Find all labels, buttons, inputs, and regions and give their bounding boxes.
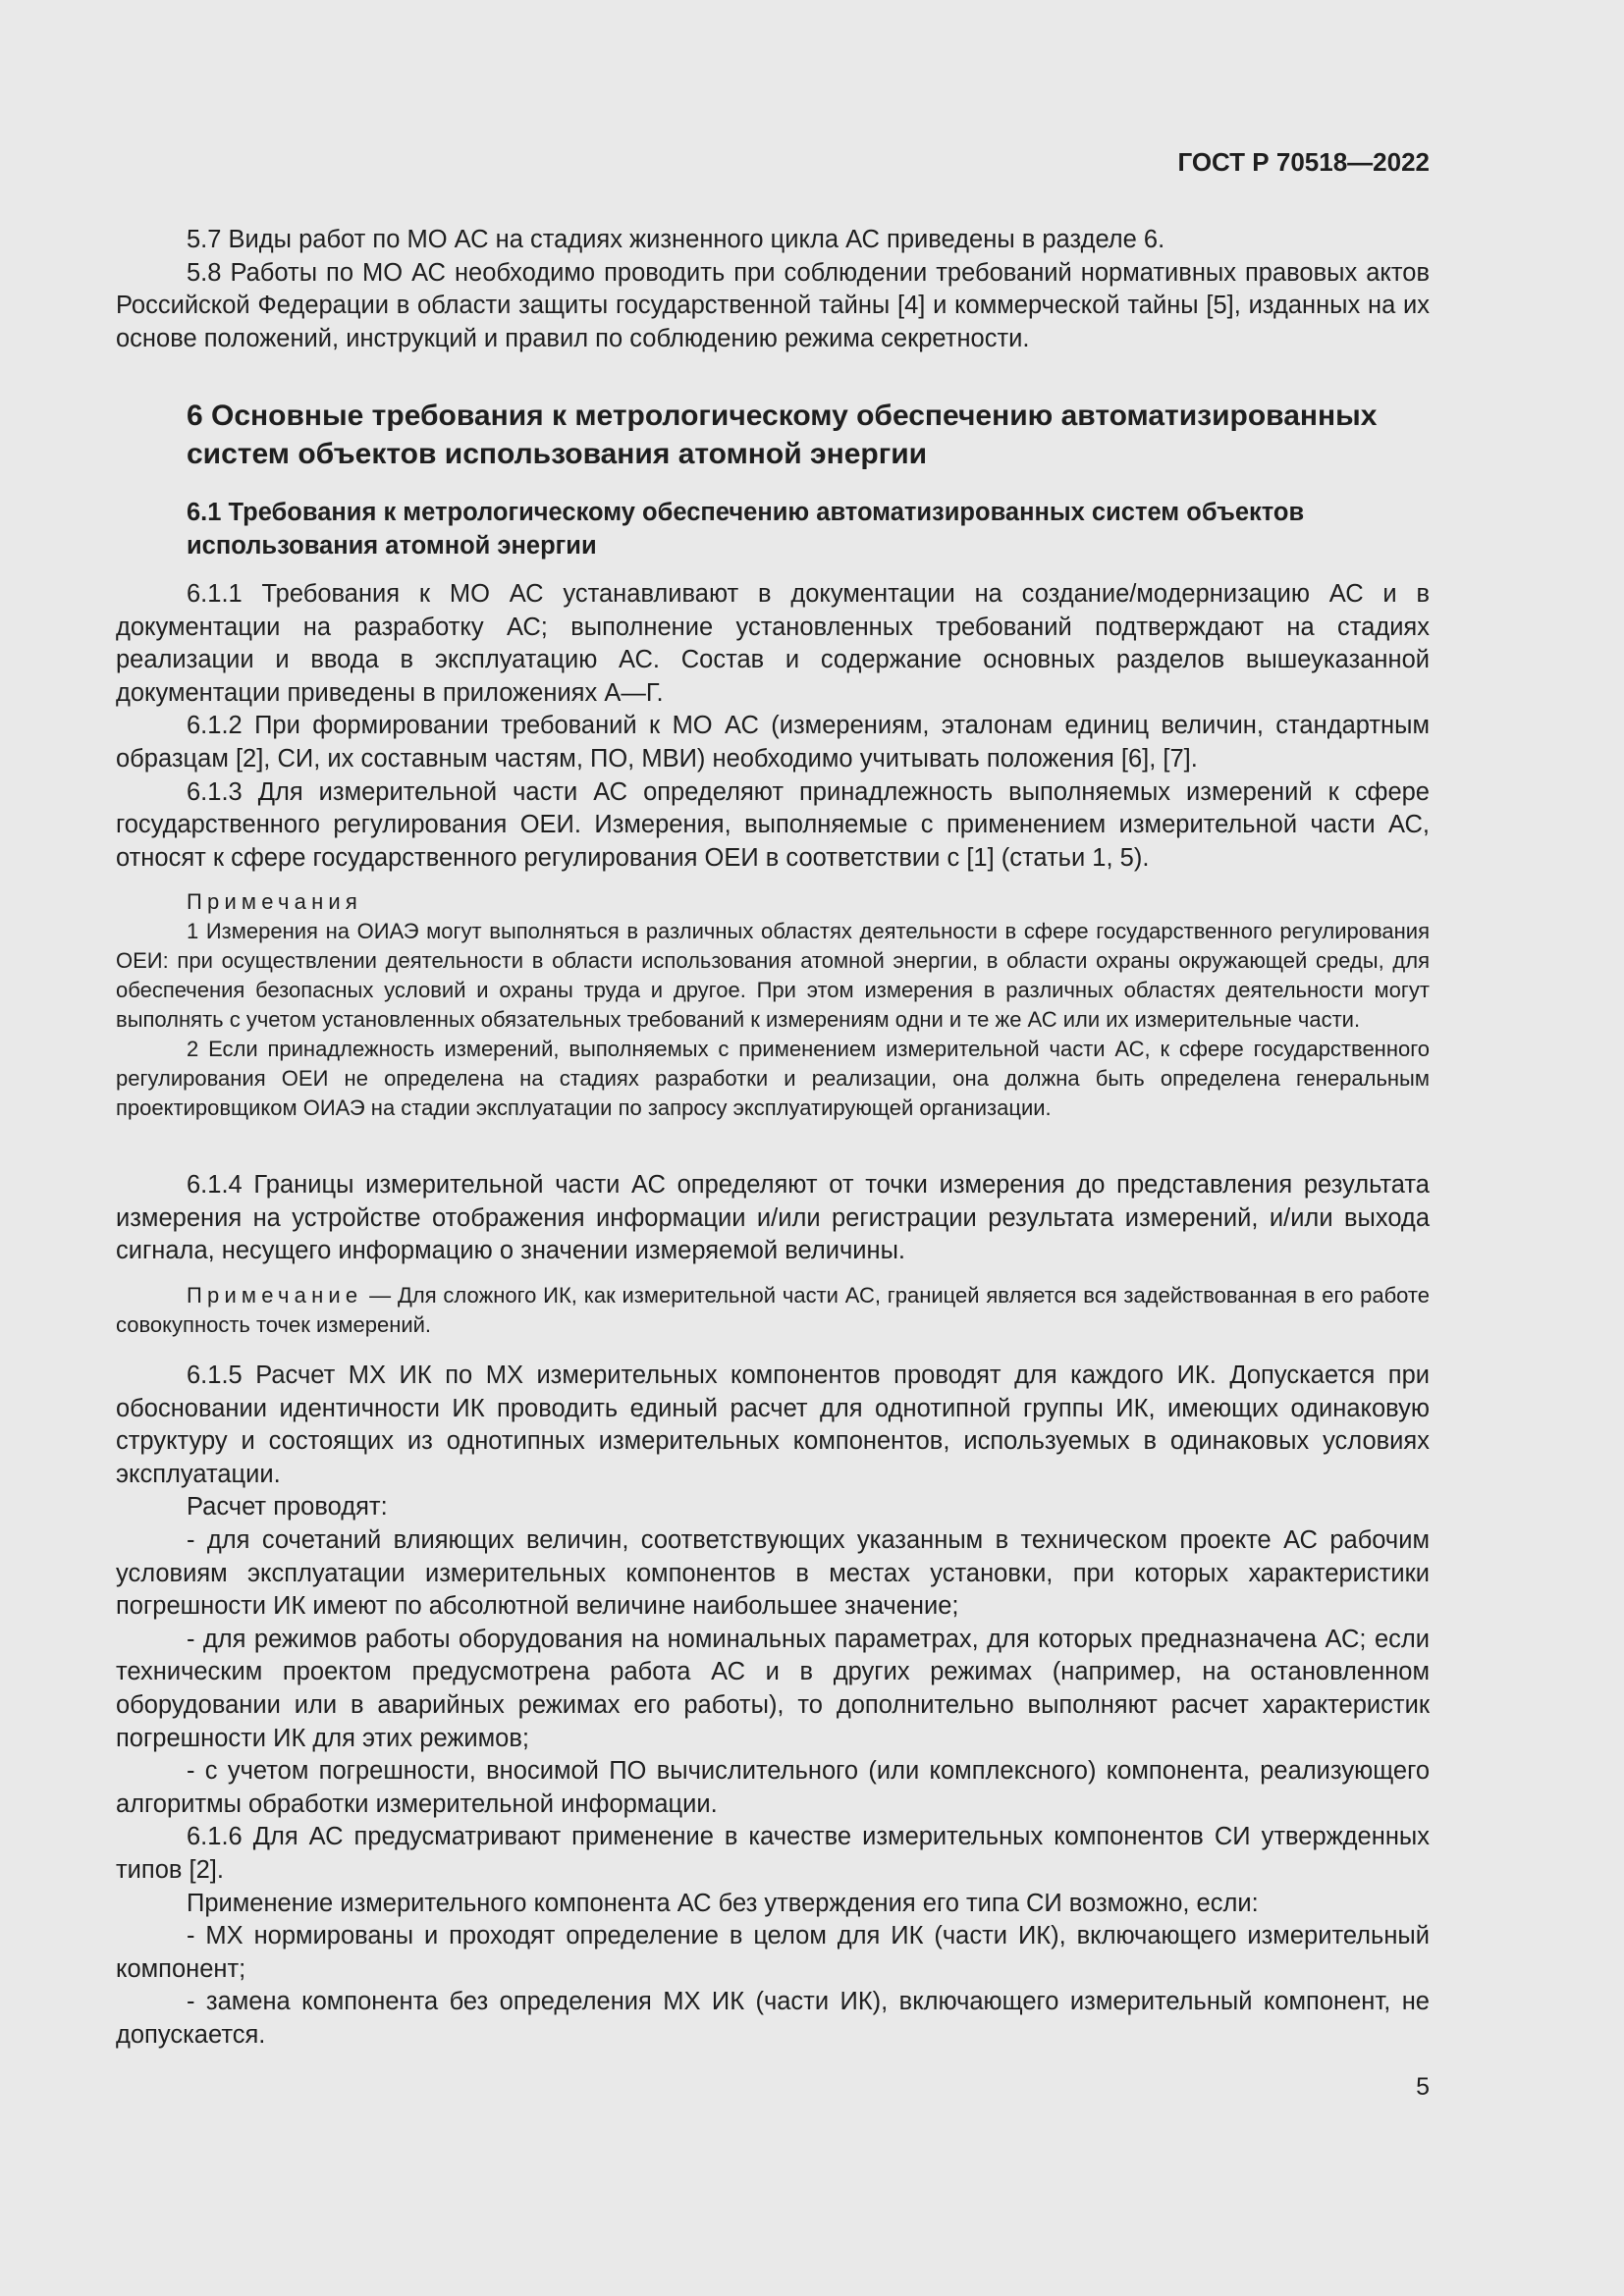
clause-6-1-4 xyxy=(116,1169,1430,1268)
section-6-heading: 6 Основные требования к метрологическому обеспечению автоматизированных систем объектов использования атомной энергии xyxy=(187,400,1378,470)
note-label: Примечание xyxy=(187,1283,363,1308)
note-2: 2 Если принадлежность измерений, выполняемых с применением измерительной части АС, к сфере государственного регулирования ОЕИ не определена на стадиях разработки и реализации, она должна быть определена генеральным проектировщиком ОИАЭ на стадии эксплуатации по запросу эксплуатирующей организации. xyxy=(116,1037,1430,1120)
calc-item-2: - для режимов работы оборудования на номинальных параметрах, для которых предназначена АС; если техническим проектом предусмотрена работа АС и в других режимах (например, на остановленном оборудовании или в аварийных режимах его работы), то дополнительно выполняют расчет характеристик погрешности ИК для этих режимов; xyxy=(116,1625,1430,1752)
usage-intro: Применение измерительного компонента АС без утверждения его типа СИ возможно, если: xyxy=(187,1889,1259,1917)
calc-item-1: - для сочетаний влияющих величин, соответствующих указанным в техническом проекте АС рабочим условиям эксплуатации измерительных компонентов в местах установки, при которых характеристики погрешности ИК имеют по абсолютной величине наибольшее значение; xyxy=(116,1525,1430,1621)
notes-label xyxy=(116,887,1430,917)
single-note-block xyxy=(116,1281,1430,1340)
paragraph-5-7: 5.7 Виды работ по МО АС на стадиях жизненного цикла АС приведены в разделе 6. xyxy=(187,226,1165,253)
calc-intro: Расчет проводят: xyxy=(187,1493,388,1522)
clauses-6-1-1-to-6-1-3 xyxy=(116,578,1430,875)
usage-item-2: - замена компонента без определения МХ ИК (части ИК), включающего измерительный компонент, не допускается. xyxy=(116,1988,1430,2049)
note-text: — Для сложного ИК, как измерительной части АС, границей является вся задействованная в его работе совокупность точек измерений. xyxy=(116,1283,1430,1337)
subsection-6-1-heading: 6.1 Требования к метрологическому обеспечению автоматизированных систем объектов использования атомной энергии xyxy=(187,499,1305,560)
calc-item-3: - с учетом погрешности, вносимой ПО вычислительного (или комплексного) компонента, реализующего алгоритмы обработки измерительной информации. xyxy=(116,1757,1430,1818)
paragraph-6-1-6: 6.1.6 Для АС предусматривают применение в качестве измерительных компонентов СИ утвержденных типов [2]. xyxy=(116,1823,1430,1884)
document-code-header: ГОСТ Р 70518—2022 xyxy=(1177,147,1430,177)
paragraph-6-1-5: 6.1.5 Расчет МХ ИК по МХ измерительных компонентов проводят для каждого ИК. Допускается при обосновании идентичности ИК проводить единый расчет для однотипной группы ИК, имеющих одинаковую структуру и состоящих из однотипных измерительных компонентов, используемых в одинаковых условиях эксплуатации. xyxy=(116,1362,1430,1488)
usage-item-1: - МХ нормированы и проходят определение в целом для ИК (части ИК), включающего измерительный компонент; xyxy=(116,1922,1430,1983)
single-note xyxy=(116,1281,1430,1340)
paragraph-6-1-1: 6.1.1 Требования к МО АС устанавливают в документации на создание/модернизацию АС и в документации на разработку АС; выполнение установленных требований подтверждают на стадиях реализации и ввода в эксплуатацию АС. Состав и содержание основных разделов вышеуказанной документации приведены в приложениях А—Г. xyxy=(116,580,1430,707)
subsection-6-1-heading-block xyxy=(116,497,1430,562)
notes-label-text: Примечания xyxy=(187,889,363,914)
paragraph-6-1-2: 6.1.2 При формировании требований к МО АС (измерениям, эталонам единиц величин, стандартным образцам [2], СИ, их составным частям, ПО, МВИ) необходимо учитывать положения [6], [7]. xyxy=(116,712,1430,773)
paragraph-5-8: 5.8 Работы по МО АС необходимо проводить при соблюдении требований нормативных правовых актов Российской Федерации в области защиты государственной тайны [4] и коммерческой тайны [5], изданных на их основе положений, инструкций и правил по соблюдению режима секретности. xyxy=(116,258,1430,352)
intro-paragraphs xyxy=(116,224,1430,355)
page-number: 5 xyxy=(1416,2073,1430,2101)
paragraph-6-1-3: 6.1.3 Для измерительной части АС определяют принадлежность выполняемых измерений к сфере государственного регулирования ОЕИ. Измерения, выполняемые с применением измерительной части АС, относят к сфере государственного регулирования ОЕИ в соответствии с [1] (статьи 1, 5). xyxy=(116,777,1430,872)
section-6-heading-block xyxy=(116,397,1430,473)
note-1: 1 Измерения на ОИАЭ могут выполняться в различных областях деятельности в сфере государственного регулирования ОЕИ: при осуществлении деятельности в области использования атомной энергии, в области охраны окружающей среды, для обеспечения безопасных условий и охраны труда и другое. При этом измерения в различных областях деятельности могут выполнять с учетом установленных обязательных требований к измерениям одни и те же АС или их измерительные части. xyxy=(116,919,1430,1032)
paragraph-6-1-4: 6.1.4 Границы измерительной части АС определяют от точки измерения до представления результата измерения на устройстве отображения информации и/или регистрации результата измерений, и/или выхода сигнала, несущего информацию о значении измеряемой величины. xyxy=(116,1171,1430,1265)
clauses-6-1-5-to-6-1-6 xyxy=(116,1360,1430,2052)
notes-block xyxy=(116,887,1430,1123)
